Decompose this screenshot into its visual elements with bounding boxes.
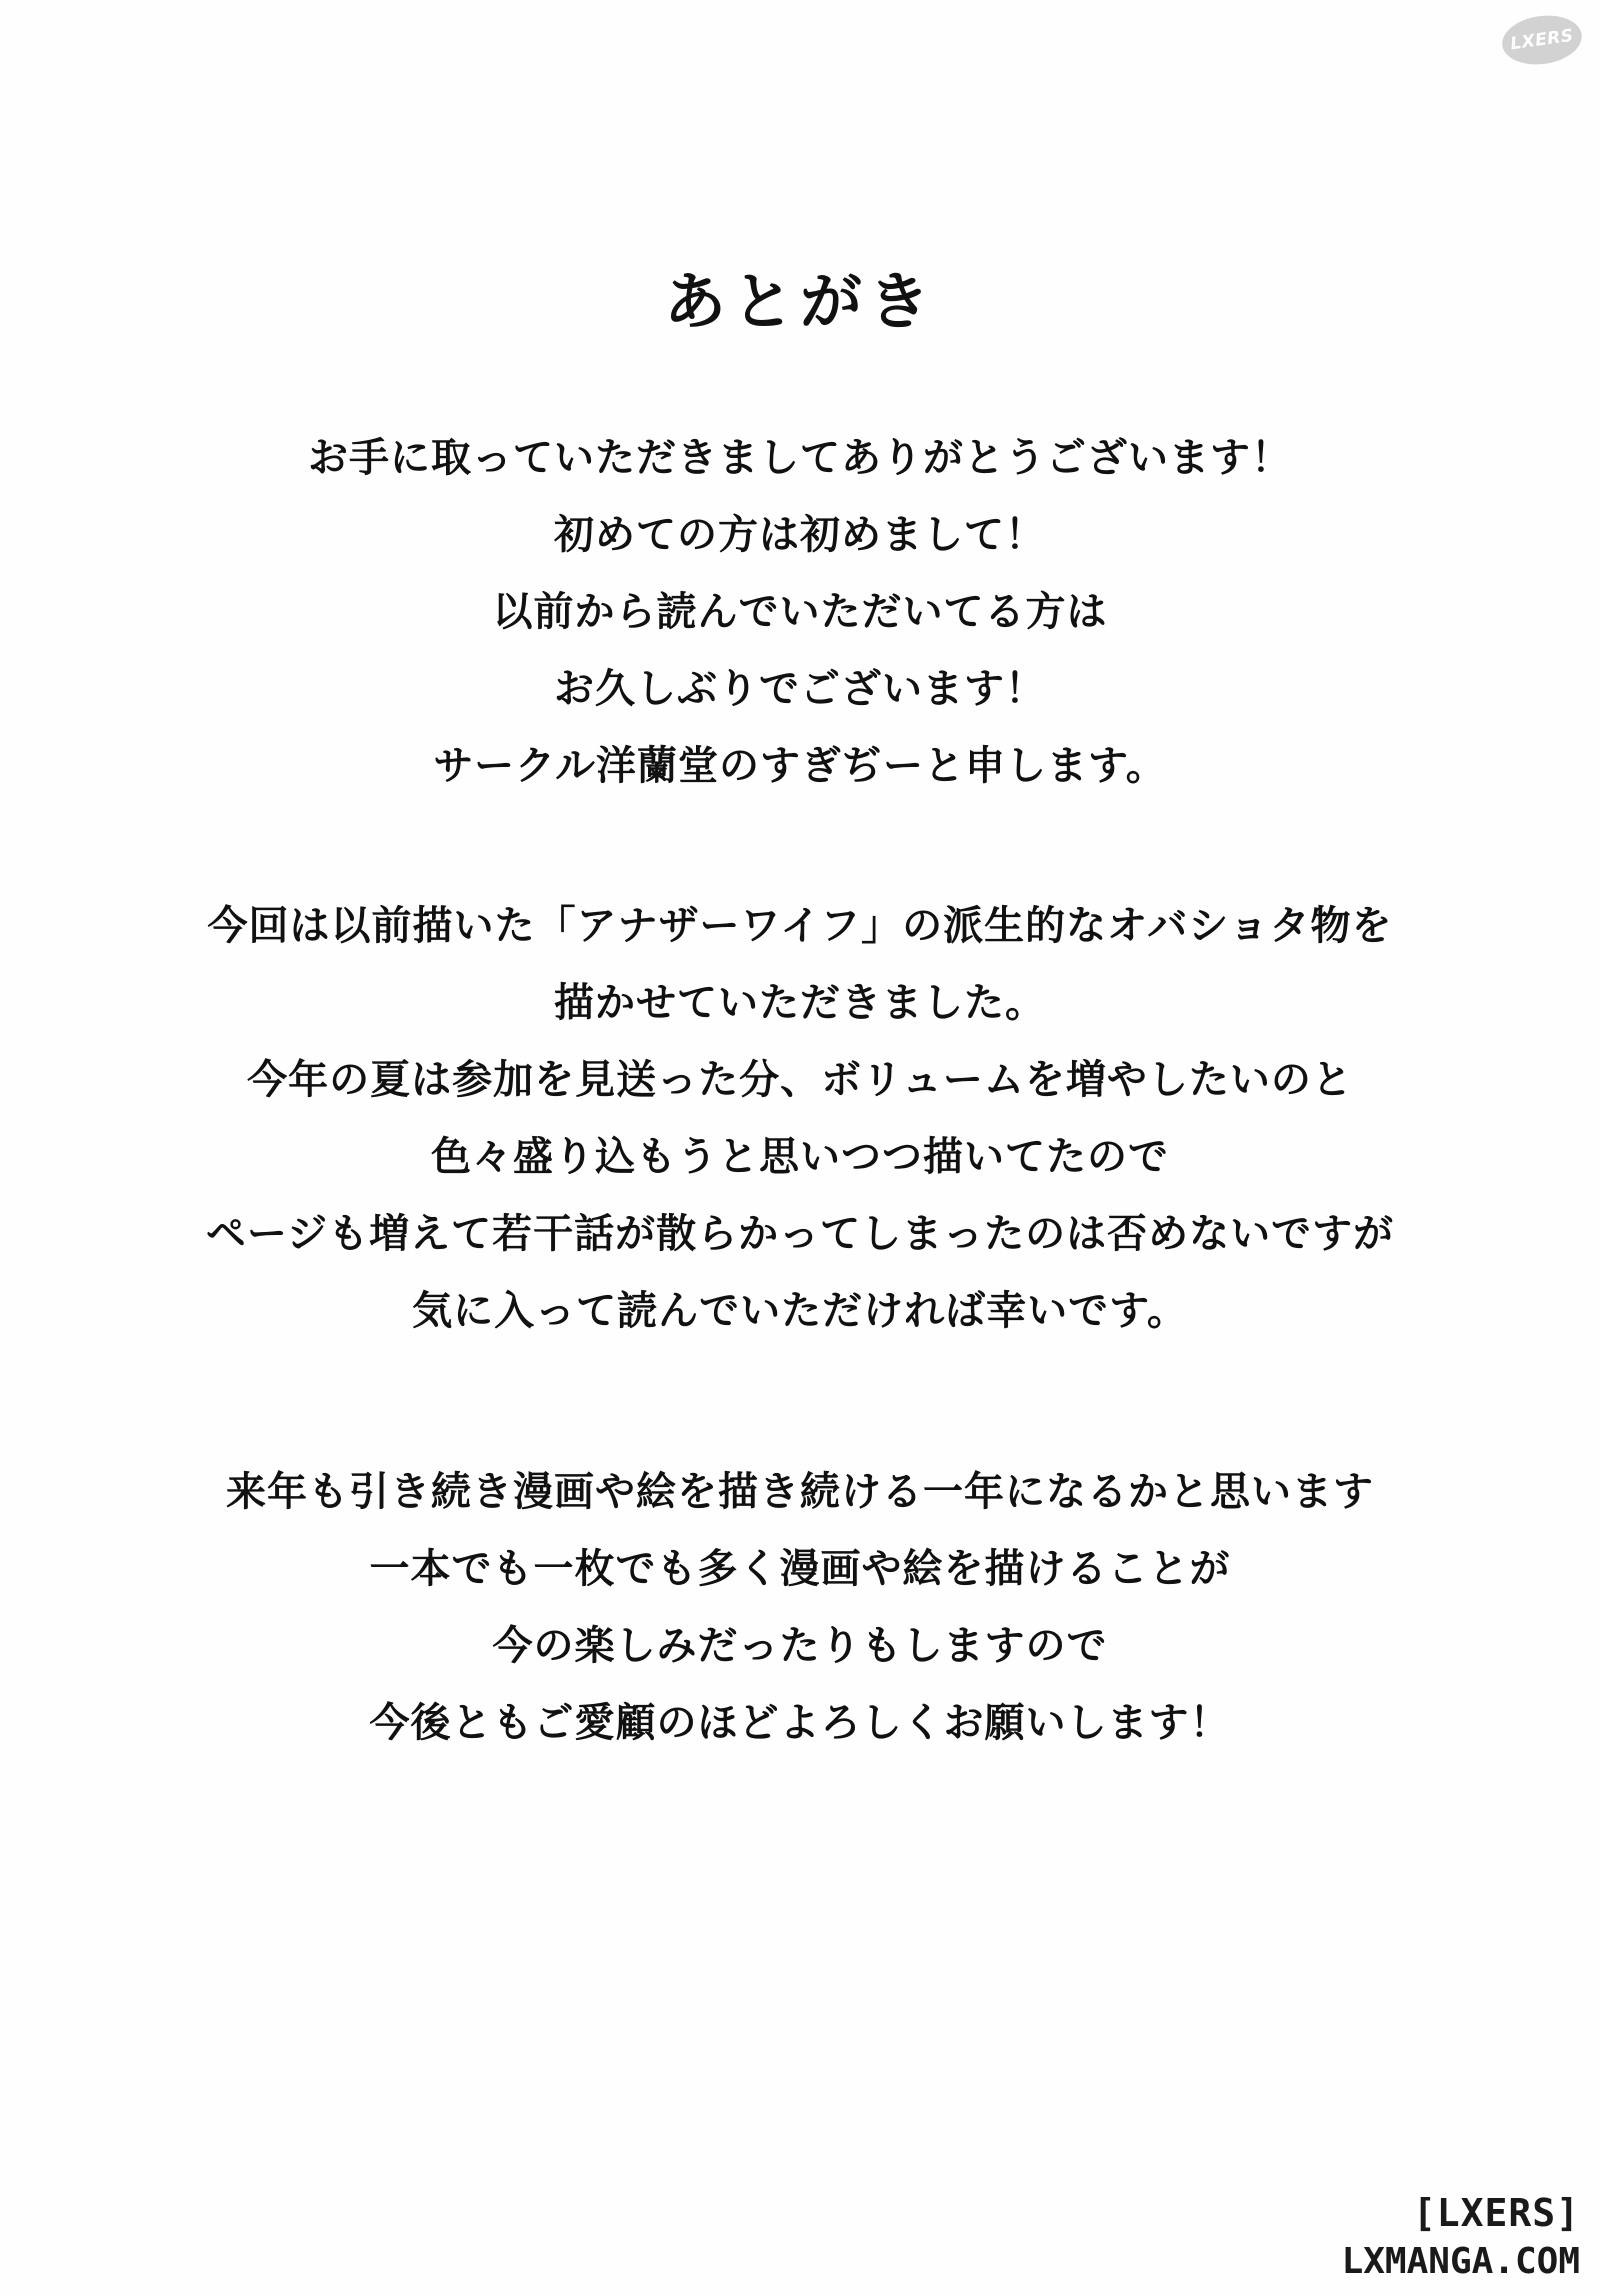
paragraph-greeting xyxy=(0,420,1600,805)
lxers-logo-text: LXERS xyxy=(1509,25,1575,55)
watermark-site: LXMANGA.COM xyxy=(1341,2241,1580,2282)
text-line: 今後ともご愛顧のほどよろしくお願いします！ xyxy=(369,1700,1231,1746)
text-line: ページも増えて若干話が散らかってしまったのは否めないですが xyxy=(205,1211,1395,1257)
text-line: 以前から読んでいただいてる方は xyxy=(492,589,1108,635)
text-line: 今の楽しみだったりもしますので xyxy=(492,1623,1108,1669)
text-line: 今回は以前描いた「アナザーワイフ」の派生的なオバショタ物を xyxy=(207,903,1393,949)
paragraph-about-book xyxy=(0,888,1600,1350)
site-watermark xyxy=(1280,2188,1580,2286)
paragraph-closing xyxy=(0,1454,1600,1762)
text-line: サークル洋蘭堂のすぎぢーと申します。 xyxy=(433,743,1167,789)
text-line: 今年の夏は参加を見送った分、ボリュームを増やしたいのと xyxy=(247,1057,1353,1103)
lxers-logo xyxy=(1499,11,1585,70)
text-line: お手に取っていただきましてありがとうございます！ xyxy=(308,435,1292,481)
watermark-group: [LXERS] xyxy=(1412,2191,1580,2235)
text-line: 一本でも一枚でも多く漫画や絵を描けることが xyxy=(369,1546,1231,1592)
text-line: 描かせていただきました。 xyxy=(554,980,1046,1026)
page-title: あとがき xyxy=(663,265,936,338)
text-line: 来年も引き続き漫画や絵を描き続ける一年になるかと思います xyxy=(226,1469,1374,1515)
text-line: 色々盛り込もうと思いつつ描いてたので xyxy=(431,1134,1169,1180)
text-line: 初めての方は初めまして！ xyxy=(554,512,1046,558)
text-line: お久しぶりでございます！ xyxy=(554,666,1046,712)
text-line: 気に入って読んでいただければ幸いです。 xyxy=(412,1288,1188,1334)
